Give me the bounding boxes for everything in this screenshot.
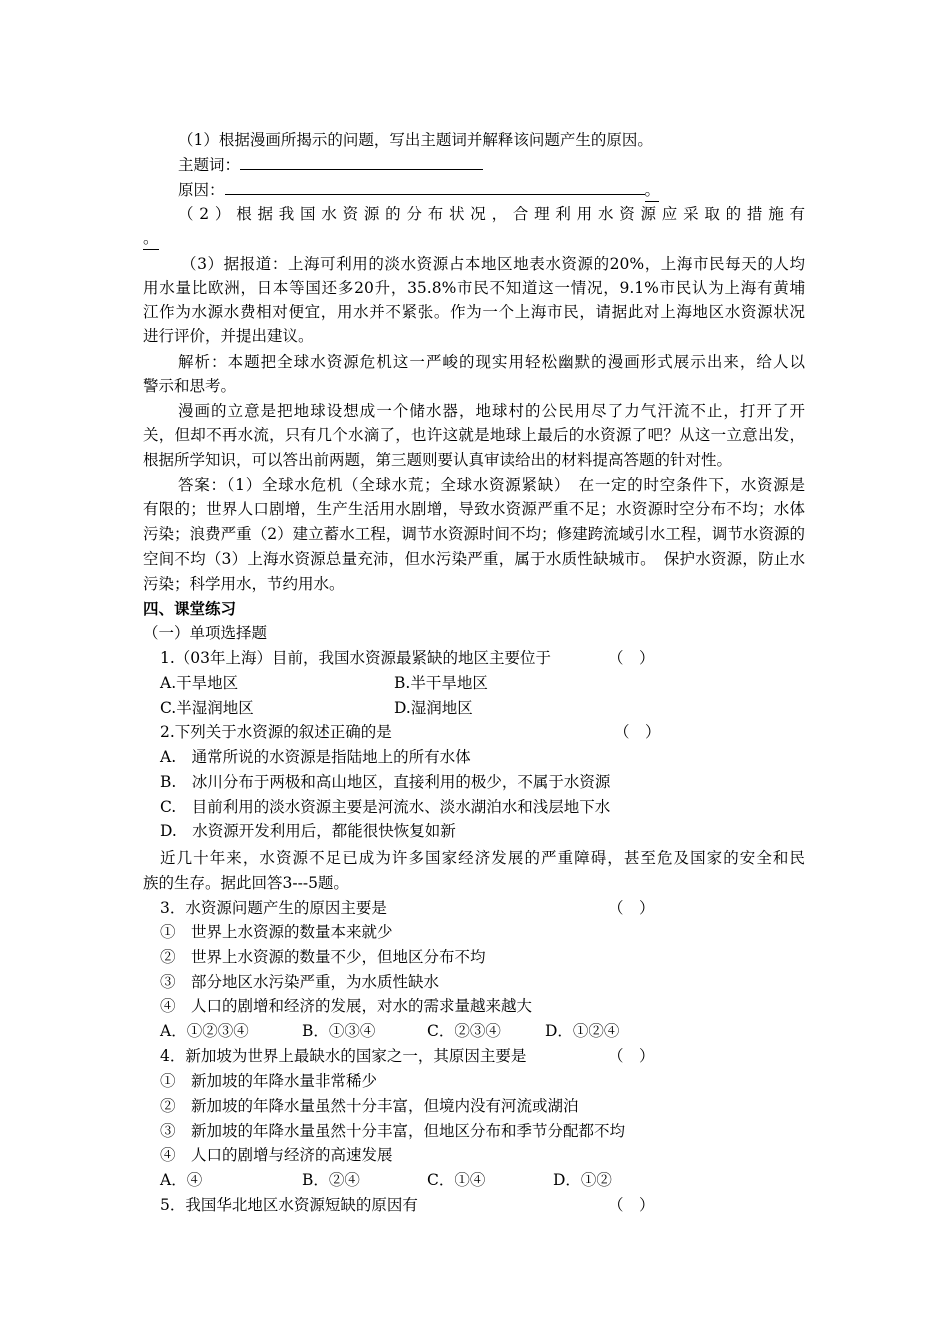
q3-line-2: 用水量比欧洲，日本等国还多20升，35.8%市民不知道这一情况，9.1%市民认为上海有黄埔 bbox=[143, 279, 805, 297]
q-4-option-a: A．④ bbox=[160, 1171, 203, 1189]
q3-line-1: （3）据报道：上海可利用的淡水资源占本地区地表水资源的20%，上海市民每天的人均 bbox=[181, 255, 805, 273]
analysis-line-1: 解析：本题把全球水资源危机这一严峻的现实用轻松幽默的漫画形式展示出来，给人以 bbox=[178, 353, 805, 371]
q-1-stem: 1.（03年上海）目前，我国水资源最紧缺的地区主要位于 bbox=[160, 649, 552, 667]
q-1-option-a: A.干旱地区 bbox=[160, 674, 239, 692]
q-4-stem: 4．新加坡为世界上最缺水的国家之一，其原因主要是 bbox=[160, 1047, 527, 1065]
answer-line-2: 有限的；世界人口剧增，生产生活用水剧增，导致水资源严重不足；水资源时空分布不均；水体 bbox=[143, 500, 805, 518]
q1-theme-line bbox=[178, 153, 483, 176]
reason-label: 原因： bbox=[178, 181, 225, 199]
q-2-option-d: D. 水资源开发利用后，都能很快恢复如新 bbox=[160, 822, 456, 840]
q1-prompt: （1）根据漫画所揭示的问题，写出主题词并解释该问题产生的原因。 bbox=[178, 131, 653, 149]
q-3-option-d: D．①②④ bbox=[545, 1022, 620, 1040]
analysis-line-3: 漫画的立意是把地球设想成一个储水器，地球村的公民用尽了力气汗流不止，打开了开 bbox=[178, 402, 805, 420]
q3-line-4: 进行评价，并提出建议。 bbox=[143, 327, 314, 345]
answer-line-5: 污染；科学用水，节约用水。 bbox=[143, 575, 345, 593]
q3-line-3: 江作为水源水费相对便宜，用水并不紧张。作为一个上海市民，请据此对上海地区水资源状况 bbox=[143, 303, 805, 321]
q-1-option-d: D.湿润地区 bbox=[394, 699, 473, 717]
q2-prompt: （2）根据我国水资源的分布状况，合理利用水资源应采取的措施有 bbox=[178, 205, 805, 223]
q2-end bbox=[143, 227, 159, 250]
q-1-option-c: C.半湿润地区 bbox=[160, 699, 254, 717]
theme-label: 主题词： bbox=[178, 156, 241, 174]
q-4-option-d: D．①② bbox=[553, 1171, 612, 1189]
q-1-option-b: B.半干旱地区 bbox=[394, 674, 488, 692]
q-3-option-c: C．②③④ bbox=[427, 1022, 501, 1040]
answer-line-3: 污染；浪费严重（2）建立蓄水工程，调节水资源时间不均；修建跨流域引水工程，调节水资源的 bbox=[143, 525, 805, 543]
reason-end: 。 bbox=[645, 179, 659, 202]
answer-line-4: 空间不均（3）上海水资源总量充沛，但水污染严重，属于水质性缺城市。 保护水资源，防止水 bbox=[143, 550, 805, 568]
analysis-line-2: 警示和思考。 bbox=[143, 377, 237, 395]
q-3-item-2: ② 世界上水资源的数量不少，但地区分布不均 bbox=[160, 948, 486, 966]
reason-blank bbox=[225, 178, 645, 195]
q-4-item-3: ③ 新加坡的年降水量虽然十分丰富，但地区分布和季节分配都不均 bbox=[160, 1122, 626, 1140]
q-3-option-a: A．①②③④ bbox=[160, 1022, 249, 1040]
q-2-option-a: A. 通常所说的水资源是指陆地上的所有水体 bbox=[160, 748, 471, 766]
analysis-line-4: 关，但却不再水流，只有几个水滴了，也许这就是地球上最后的水资源了吧？从这一立意出发， bbox=[143, 426, 805, 444]
analysis-line-5: 根据所学知识，可以答出前两题，第三题则要认真审读给出的材料提高答题的针对性。 bbox=[143, 451, 733, 469]
q-4-paren: （ ） bbox=[608, 1047, 655, 1065]
q-5-paren: （ ） bbox=[608, 1196, 655, 1214]
q-2-option-c: C. 目前利用的淡水资源主要是河流水、淡水湖泊水和浅层地下水 bbox=[160, 798, 611, 816]
q-4-option-c: C．①④ bbox=[427, 1171, 486, 1189]
q-3-stem: 3．水资源问题产生的原因主要是 bbox=[160, 899, 387, 917]
q-2-paren: （ ） bbox=[614, 723, 661, 741]
q-1-paren: （ ） bbox=[608, 649, 655, 667]
q-3-item-3: ③ 部分地区水污染严重，为水质性缺水 bbox=[160, 973, 440, 991]
q-4-option-b: B．②④ bbox=[302, 1171, 360, 1189]
q-2-option-b: B. 冰川分布于两极和高山地区，直接利用的极少，不属于水资源 bbox=[160, 773, 611, 791]
q-4-item-4: ④ 人口的剧增与经济的高速发展 bbox=[160, 1146, 393, 1164]
answer-line-1: 答案：（1）全球水危机（全球水荒；全球水资源紧缺） 在一定的时空条件下，水资源是 bbox=[178, 476, 805, 494]
q-3-option-b: B．①③④ bbox=[302, 1022, 376, 1040]
intro-line-1: 近几十年来，水资源不足已成为许多国家经济发展的严重障碍，甚至危及国家的安全和民 bbox=[160, 849, 805, 867]
intro-line-2: 族的生存。据此回答3---5题。 bbox=[143, 874, 349, 892]
q-3-item-1: ① 世界上水资源的数量本来就少 bbox=[160, 923, 393, 941]
q-3-paren: （ ） bbox=[608, 899, 655, 917]
section-title: 四、课堂练习 bbox=[143, 599, 237, 618]
theme-blank bbox=[240, 153, 483, 170]
q-5-stem: 5．我国华北地区水资源短缺的原因有 bbox=[160, 1196, 418, 1214]
q2-end-blank: 。 bbox=[143, 227, 159, 250]
section-subtitle: （一）单项选择题 bbox=[143, 624, 268, 642]
q1-reason-line bbox=[178, 178, 659, 202]
q-4-item-1: ① 新加坡的年降水量非常稀少 bbox=[160, 1072, 378, 1090]
q-4-item-2: ② 新加坡的年降水量虽然十分丰富，但境内没有河流或湖泊 bbox=[160, 1097, 579, 1115]
q-3-item-4: ④ 人口的剧增和经济的发展，对水的需求量越来越大 bbox=[160, 997, 533, 1015]
q-2-stem: 2.下列关于水资源的叙述正确的是 bbox=[160, 723, 392, 741]
